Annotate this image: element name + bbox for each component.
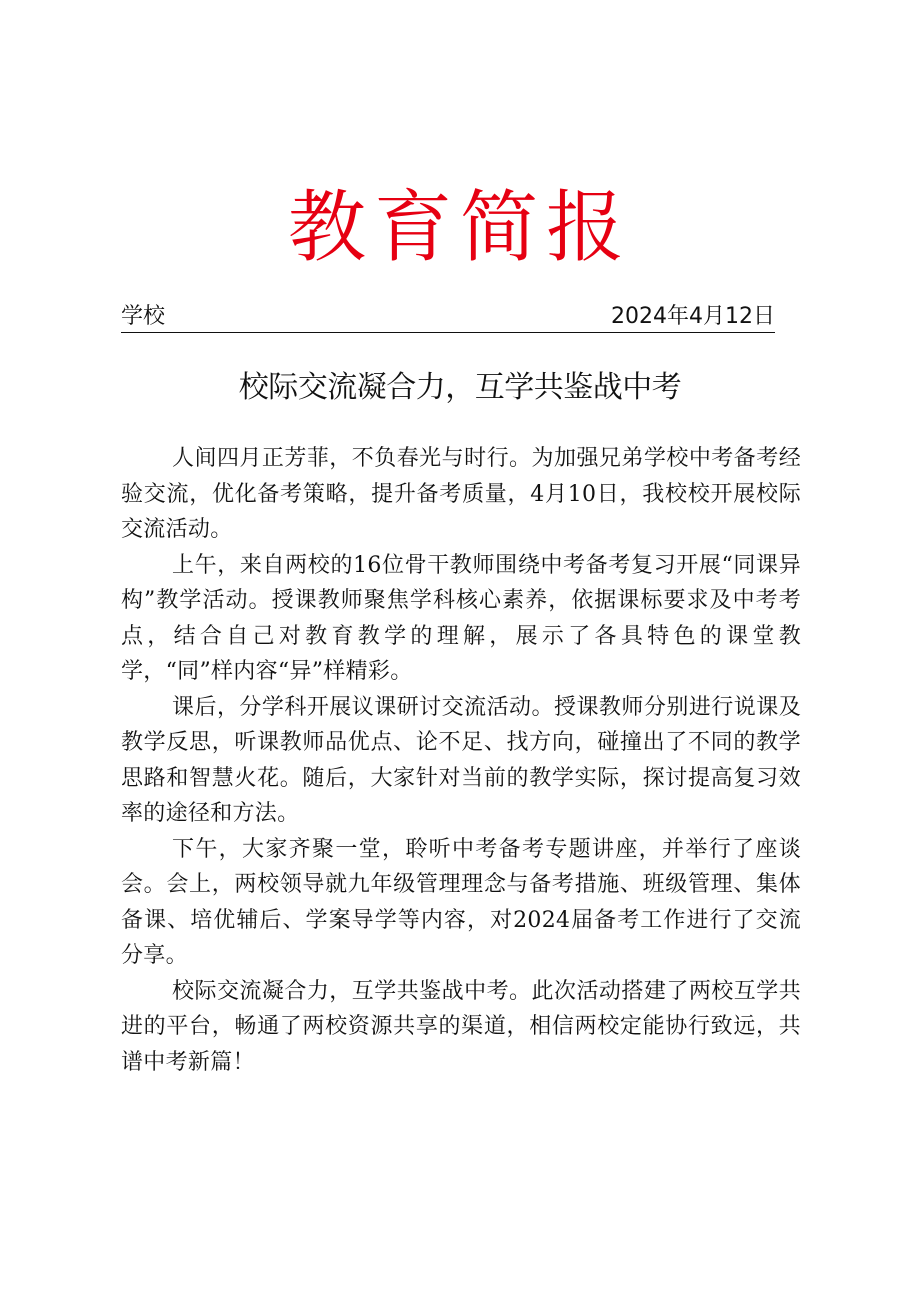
- article-body: [121, 441, 801, 1080]
- school-label: 学校: [121, 304, 166, 329]
- article-paragraph: 上午，来自两校的16位骨干教师围绕中考备考复习开展“同课异构”教学活动。授课教师聚焦学科核心素养，依据课标要求及中考考点，结合自己对教育教学的理解，展示了各具特色的课堂教学，“同”样内容“异”样精彩。: [121, 552, 801, 684]
- article-paragraph: 校际交流凝合力，互学共鉴战中考。此次活动搭建了两校互学共进的平台，畅通了两校资源共享的渠道，相信两校定能协行致远，共谱中考新篇！: [121, 978, 801, 1075]
- header-info-row: [121, 302, 775, 333]
- article-paragraph: 人间四月正芳菲，不负春光与时行。为加强兄弟学校中考备考经验交流，优化备考策略，提升备考质量，4月10日，我校校开展校际交流活动。: [121, 446, 801, 542]
- issue-date: 2024年4月12日: [611, 304, 775, 329]
- article-paragraph: 课后，分学科开展议课研讨交流活动。授课教师分别进行说课及教学反思，听课教师品优点、论不足、找方向，碰撞出了不同的教学思路和智慧火花。随后，大家针对当前的教学实际，探讨提高复习效率的途径和方法。: [121, 694, 801, 826]
- newsletter-masthead: 教育简报: [287, 183, 632, 273]
- article-paragraph: 下午，大家齐聚一堂，聆听中考备考专题讲座，并举行了座谈会。会上，两校领导就九年级管理理念与备考措施、班级管理、集体备课、培优辅后、学案导学等内容，对2024届备考工作进行了交流分享。: [121, 836, 801, 968]
- article-headline: 校际交流凝合力，互学共鉴战中考: [238, 370, 682, 405]
